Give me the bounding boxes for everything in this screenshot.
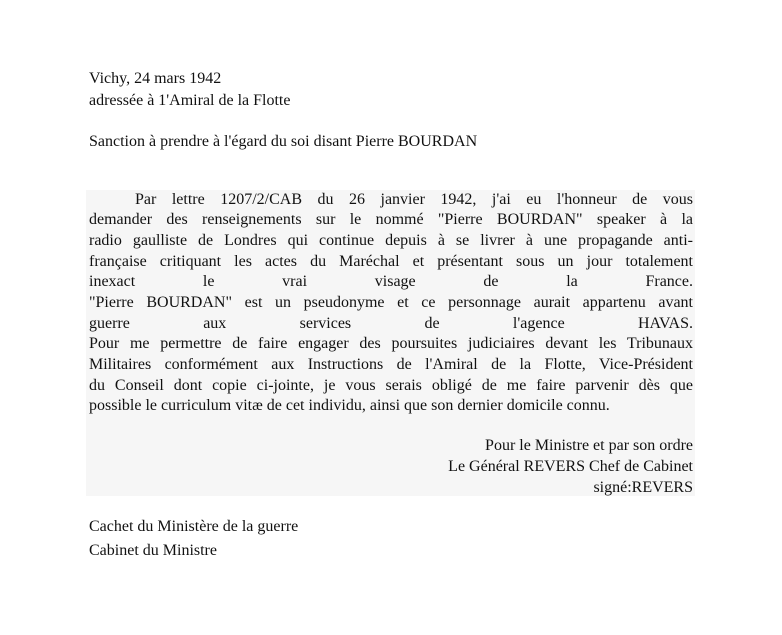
body-line: française critiquant les actes du Maréchal et présentant sous un jour totalement xyxy=(89,253,693,270)
body-line: guerre aux services de l'agence HAVAS. xyxy=(89,315,693,332)
body-line: possible le curriculum vitæ de cet individu, ainsi que son dernier domicile connu. xyxy=(89,397,610,414)
letter-body xyxy=(86,190,695,496)
body-line: radio gaulliste de Londres qui continue depuis à se livrer à une propagande anti- xyxy=(89,232,693,249)
letter-date: Vichy, 24 mars 1942 xyxy=(89,70,222,87)
body-line: "Pierre BOURDAN" est un pseudonyme et ce personnage aurait appartenu avant xyxy=(89,294,693,311)
body-line: du Conseil dont copie ci-jointe, je vous serais obligé de me faire parvenir dès que xyxy=(89,377,693,394)
body-line: Pour me permettre de faire engager des poursuites judiciaires devant les Tribunaux xyxy=(89,335,693,352)
footer-stamp: Cachet du Ministère de la guerre xyxy=(89,518,299,535)
body-line: demander des renseignements sur le nommé "Pierre BOURDAN" speaker à la xyxy=(89,211,693,228)
body-line: Par lettre 1207/2/CAB du 26 janvier 1942, j'ai eu l'honneur de vous xyxy=(135,191,693,208)
letter-recipient: adressée à 1'Amiral de la Flotte xyxy=(89,92,291,109)
letter-subject: Sanction à prendre à l'égard du soi disant Pierre BOURDAN xyxy=(89,133,478,150)
signature-line-signed: signé:REVERS xyxy=(593,479,693,496)
signature-line-general: Le Général REVERS Chef de Cabinet xyxy=(448,458,693,475)
body-line: Militaires conformément aux Instructions de l'Amiral de la Flotte, Vice-Président xyxy=(89,356,693,373)
signature-line-ministre: Pour le Ministre et par son ordre xyxy=(485,437,693,454)
body-line: inexact le vrai visage de la France. xyxy=(89,273,693,290)
footer-cabinet: Cabinet du Ministre xyxy=(89,542,217,559)
